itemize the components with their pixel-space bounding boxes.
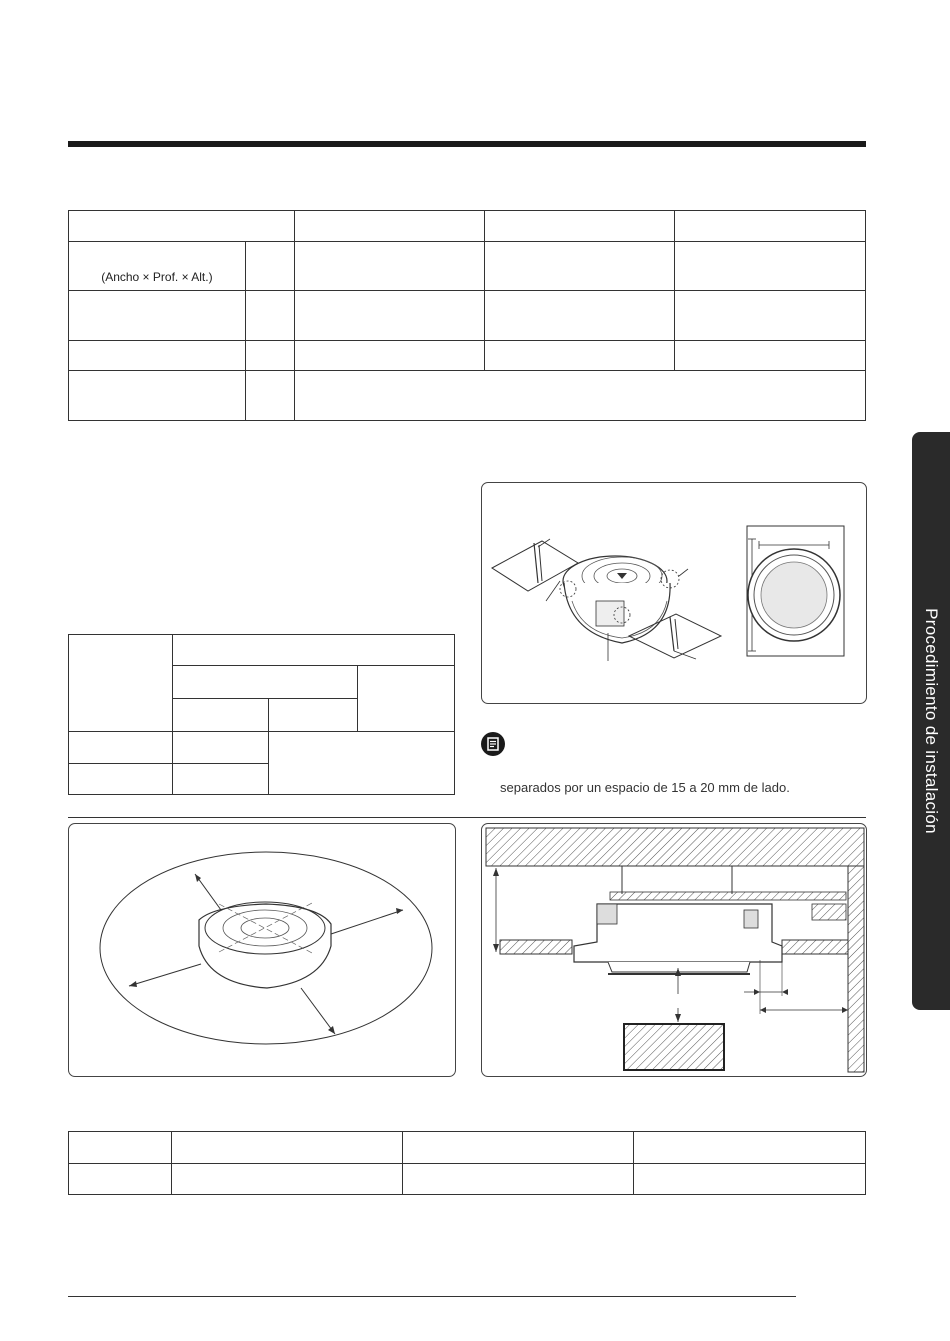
spec-table — [68, 210, 866, 421]
section-top-rule — [68, 141, 866, 147]
clearance-table-col — [172, 699, 269, 732]
clearance-figure-box — [68, 823, 456, 1077]
clearance-table-cell — [172, 764, 269, 795]
spec-cell — [675, 242, 866, 291]
spec-row-label — [69, 291, 246, 341]
spec-cell — [485, 341, 675, 371]
clearance-table — [68, 634, 455, 795]
ceiling-section-diagram — [482, 824, 866, 1076]
spec-cell — [294, 242, 485, 291]
spec-cell — [294, 341, 485, 371]
dimension-note: (Ancho × Prof. × Alt.) — [101, 270, 213, 284]
spec-cell — [675, 341, 866, 371]
spec-header-col — [294, 211, 485, 242]
section-side-tab — [912, 432, 950, 1010]
distance-table-cell — [402, 1164, 634, 1195]
distance-table-cell — [171, 1164, 402, 1195]
section-divider — [68, 817, 866, 818]
distance-table-cell — [402, 1132, 634, 1164]
clearance-table-row-label — [69, 764, 173, 795]
clearance-table-cell — [172, 732, 269, 764]
spec-row-label — [69, 341, 246, 371]
footer-rule — [68, 1296, 796, 1297]
clearance-table-header — [172, 635, 454, 666]
clearance-table-merged — [269, 732, 455, 795]
clearance-table-label — [69, 635, 173, 732]
spec-unit-cell — [245, 371, 294, 421]
install-figure-box — [481, 482, 867, 704]
clearance-table-col — [269, 699, 358, 732]
distance-table-label — [69, 1132, 172, 1164]
spec-header-label — [69, 211, 295, 242]
spec-unit-cell — [245, 242, 294, 291]
clearance-diagram — [69, 824, 455, 1076]
spec-header-col — [675, 211, 866, 242]
spec-unit-cell — [245, 341, 294, 371]
spec-cell — [485, 242, 675, 291]
spec-cell — [294, 291, 485, 341]
distance-table-cell — [171, 1132, 402, 1164]
note-icon — [481, 732, 505, 756]
clearance-table-subheader — [358, 666, 455, 732]
note-text: separados por un espacio de 15 a 20 mm de lado. — [500, 780, 790, 795]
distance-table-label — [69, 1164, 172, 1195]
spec-header-col — [485, 211, 675, 242]
spec-unit-cell — [245, 291, 294, 341]
distance-table-cell — [634, 1164, 866, 1195]
clearance-table-subheader — [172, 666, 358, 699]
section-figure-box — [481, 823, 867, 1077]
side-tab-label: Procedimiento de instalación — [922, 608, 941, 834]
spec-row-label — [69, 371, 246, 421]
spec-merged-cell — [294, 371, 865, 421]
clearance-table-row-label — [69, 732, 173, 764]
install-diagram — [482, 483, 866, 703]
distance-table — [68, 1131, 866, 1195]
spec-row-dimensions-label — [69, 242, 246, 291]
spec-cell — [675, 291, 866, 341]
spec-cell — [485, 291, 675, 341]
distance-table-cell — [634, 1132, 866, 1164]
